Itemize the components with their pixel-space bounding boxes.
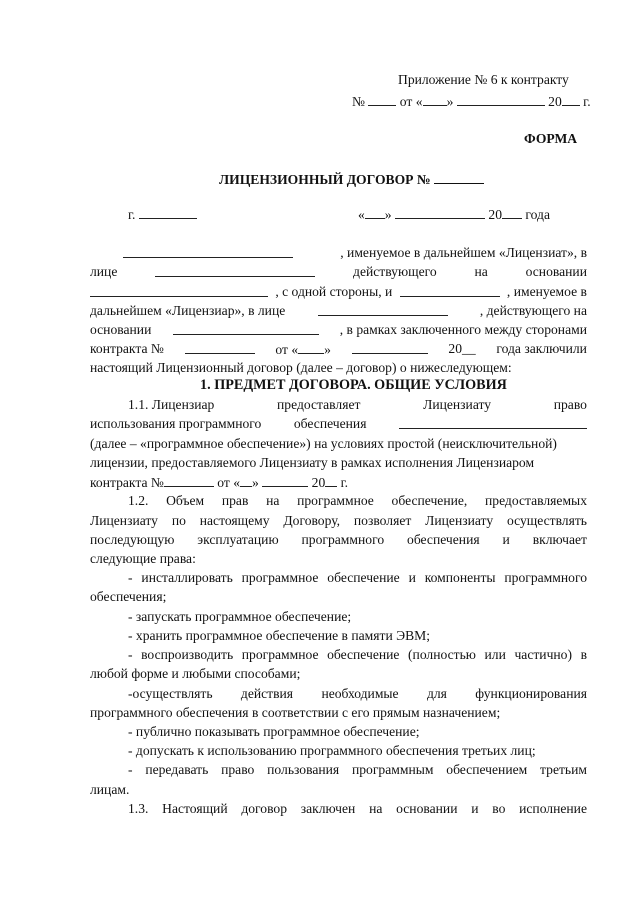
right-8b: лицам.: [90, 782, 130, 797]
p11-line-1: 1.1. Лицензиар предоставляет Лицензиату право: [128, 397, 587, 412]
right-3: - хранить программное обеспечение в памяти ЭВМ;: [128, 628, 431, 643]
right-1a: - инсталлировать программное обеспечение и компоненты программного: [128, 570, 587, 585]
p11-line-4: лицензии, предоставляемого Лицензиату в рамках исполнения Лицензиаром: [90, 455, 535, 470]
place-line: г.: [128, 206, 197, 223]
p11-line-3: (далее – «программное обеспечение») на условиях простой (неисключительной): [90, 436, 557, 451]
right-5b: программного обеспечения в соответствии с его прямым назначением;: [90, 705, 501, 720]
p11-line-5: контракта № от « » 20 г.: [90, 475, 349, 490]
forma-label: ФОРМА: [524, 131, 578, 146]
appendix-note: Приложение № 6 к контракту: [398, 72, 569, 87]
contract-number-line: № от « » 20 г.: [352, 94, 591, 109]
parties-line-7: настоящий Лицензионный договор (далее – договор) о нижеследующем:: [90, 360, 512, 375]
contract-title: ЛИЦЕНЗИОННЫЙ ДОГОВОР №: [219, 171, 484, 188]
right-2: - запускать программное обеспечение;: [128, 609, 352, 624]
right-4b: любой форме и любыми способами;: [90, 666, 301, 681]
parties-line-2: лице действующего на основании: [90, 264, 587, 279]
right-7: - допускать к использованию программного обеспечения третьих лиц;: [128, 743, 536, 758]
right-1b: обеспечения;: [90, 589, 167, 604]
parties-line-6: контракта № от « » 20__ года заключили: [90, 341, 587, 357]
p11-line-2: использования программного обеспечения: [90, 416, 587, 432]
p13-line-1: 1.3. Настоящий договор заключен на основании и во исполнение: [128, 801, 587, 816]
p12-line-3: последующую эксплуатацию программного обеспечения и включает: [90, 532, 587, 547]
parties-line-4: дальнейшем «Лицензиар», в лице , действующего на: [90, 303, 587, 318]
p12-line-2: Лицензиату по настоящему Договору, позволяет Лицензиату осуществлять: [90, 513, 587, 528]
p12-line-1: 1.2. Объем прав на программное обеспечение, предоставляемых: [128, 493, 587, 508]
date-line: « » 20 года: [358, 207, 550, 222]
parties-line-5: основании , в рамках заключенного между сторонами: [90, 322, 587, 337]
right-4a: - воспроизводить программное обеспечение (полностью или частично) в: [128, 647, 587, 662]
right-6: - публично показывать программное обеспечение;: [128, 724, 420, 739]
p12-line-4: следующие права:: [90, 551, 196, 566]
parties-line-1: , именуемое в дальнейшем «Лицензиат», в: [123, 245, 587, 261]
right-8a: - передавать право пользования программным обеспечением третьим: [128, 762, 587, 777]
right-5a: -осуществлять действия необходимые для функционирования: [128, 686, 587, 701]
parties-line-3: , с одной стороны, и , именуемое в: [90, 284, 587, 300]
section-1-title: 1. ПРЕДМЕТ ДОГОВОРА. ОБЩИЕ УСЛОВИЯ: [200, 377, 507, 393]
